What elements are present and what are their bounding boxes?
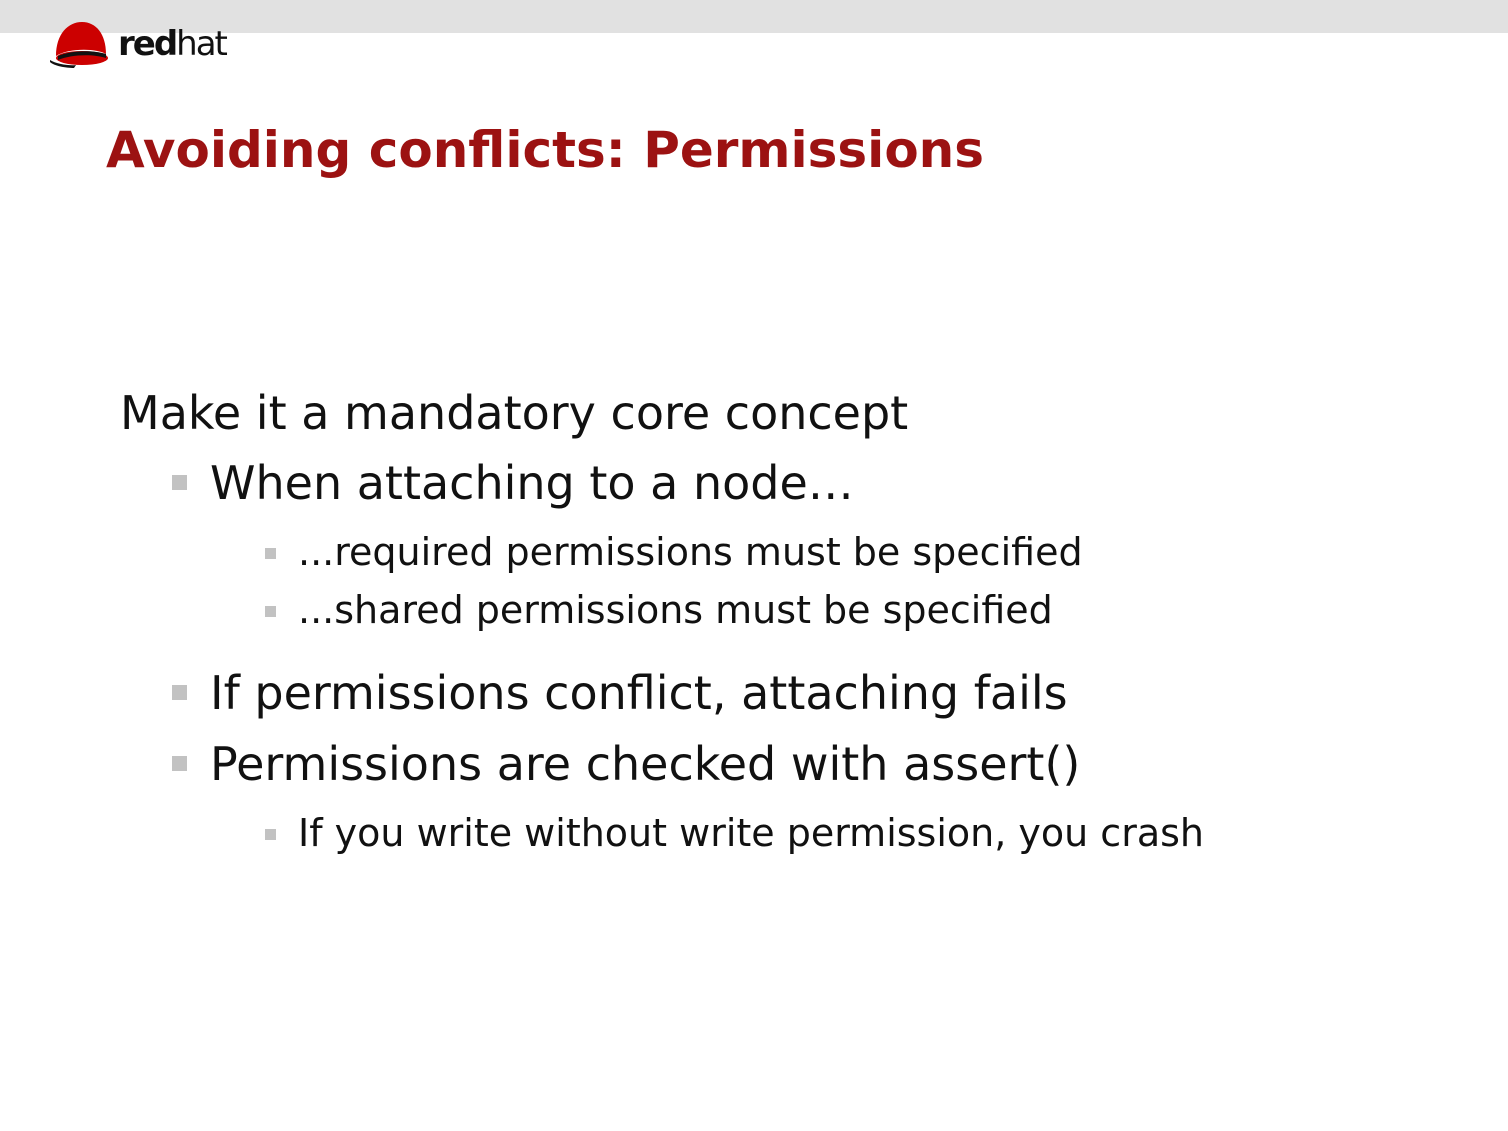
redhat-logo <box>46 18 226 70</box>
logo-text-light: hat <box>176 24 226 64</box>
bullet-text-conflict: If permissions conflict, attaching fails <box>210 666 1068 720</box>
header-bar <box>0 0 1508 33</box>
bullet-text-assert: Permissions are checked with assert() <box>210 737 1081 791</box>
slide-title: Avoiding conflicts: Permissions <box>106 121 985 179</box>
sub-bullet-square-icon <box>265 606 276 617</box>
bullet-square-icon <box>172 475 187 490</box>
sub-bullet-text-required: ...required permissions must be specified <box>298 530 1083 574</box>
sub-bullet-square-icon <box>265 548 276 559</box>
bullet-square-icon <box>172 685 187 700</box>
bullet-text-main: Make it a mandatory core concept <box>120 386 909 440</box>
logo-text-bold: red <box>118 24 177 64</box>
redhat-shadowman-icon <box>46 18 112 70</box>
sub-bullet-text-crash: If you write without write permission, you crash <box>298 811 1204 855</box>
bullet-square-icon <box>172 756 187 771</box>
bullet-text-attaching: When attaching to a node… <box>210 456 854 510</box>
logo-wordmark <box>118 24 226 64</box>
sub-bullet-square-icon <box>265 829 276 840</box>
sub-bullet-text-shared: ...shared permissions must be specified <box>298 588 1053 632</box>
